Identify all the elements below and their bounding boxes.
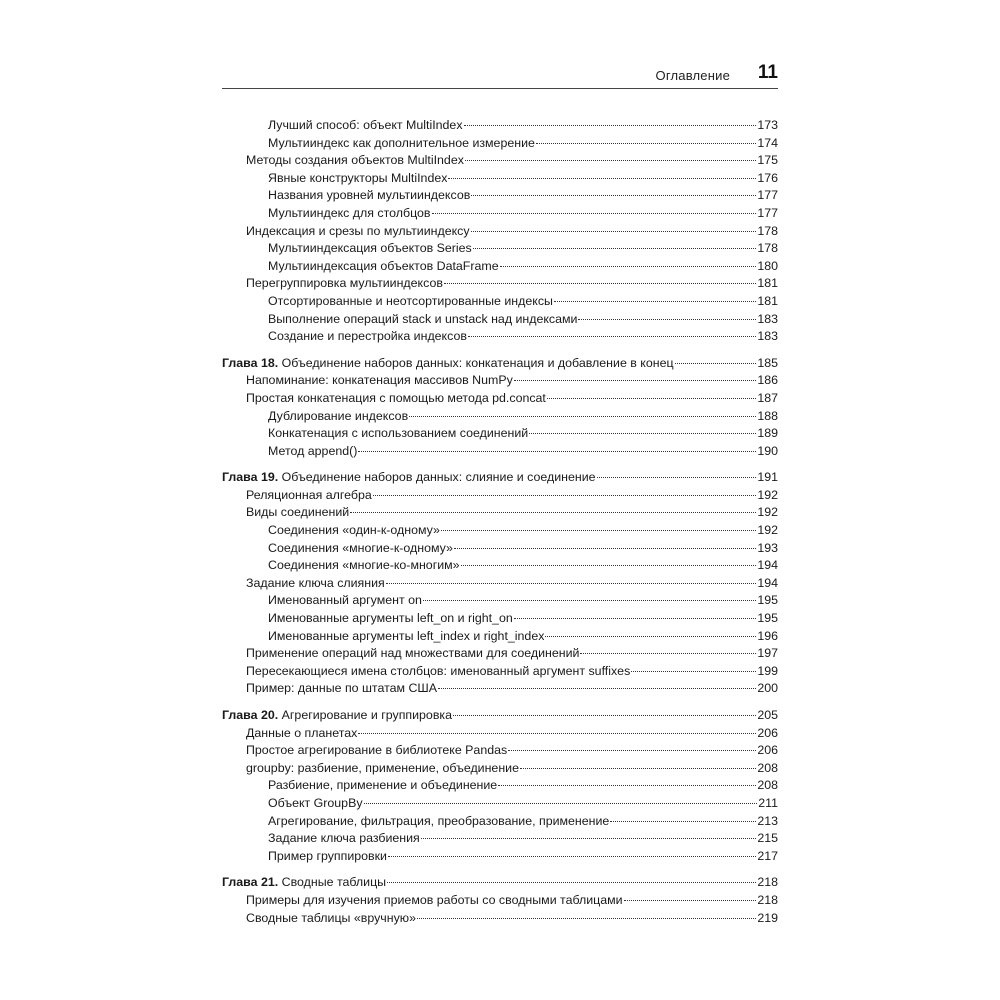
dot-leader — [464, 124, 757, 126]
toc-page-number: 218 — [757, 875, 778, 890]
toc-entry — [222, 813, 778, 831]
toc-entry-title: Пример группировки — [268, 848, 387, 863]
toc-entry-title: Метод append() — [268, 443, 358, 458]
toc-entry-title: Отсортированные и неотсортированные индексы — [268, 293, 553, 308]
toc-entry-title: Лучший способ: объект MultiIndex — [268, 118, 463, 132]
toc-entry — [222, 275, 778, 293]
toc-entry — [222, 372, 778, 390]
toc-page-number: 173 — [757, 118, 778, 132]
toc-page-number: 177 — [757, 188, 778, 203]
toc-entry-title: Именованные аргументы left_on и right_on — [268, 611, 513, 626]
toc-entry — [222, 425, 778, 443]
toc-page-number: 194 — [757, 558, 778, 573]
toc-page-number: 174 — [757, 135, 778, 150]
dot-leader — [610, 820, 756, 822]
chapter-title: Агрегирование и группировка — [281, 708, 452, 722]
toc-entry-title — [222, 874, 386, 892]
toc-entry — [222, 575, 778, 593]
dot-leader — [498, 784, 756, 786]
toc-entry-title: Простая конкатенация с помощью метода pd.concat — [246, 390, 546, 405]
toc-entry-title: Мультииндексация объектов Series — [268, 241, 472, 256]
dot-leader — [514, 379, 757, 381]
dot-leader — [545, 635, 756, 637]
toc-entry-title: Названия уровней мультииндексов — [268, 188, 471, 203]
toc-entry — [222, 795, 778, 813]
toc-page-number: 183 — [757, 329, 778, 344]
toc-page-number: 196 — [757, 628, 778, 643]
dot-leader — [454, 547, 756, 549]
toc-chapter-entry — [222, 707, 778, 725]
toc-page-number: 191 — [757, 470, 778, 485]
toc-entry-title: Простое агрегирование в библиотеке Pandas — [246, 743, 508, 758]
chapter-title: Объединение наборов данных: слияние и соединение — [281, 470, 596, 485]
dot-leader — [471, 230, 757, 232]
toc-entry — [222, 592, 778, 610]
toc-page-number: 219 — [757, 910, 778, 925]
dot-leader — [465, 159, 756, 161]
toc-page-number: 199 — [757, 663, 778, 678]
dot-leader — [441, 529, 756, 531]
toc-page-number: 215 — [757, 831, 778, 846]
toc-entry-title: Именованный аргумент on — [268, 593, 422, 608]
dot-leader — [624, 899, 757, 901]
toc-page-number: 205 — [757, 708, 778, 722]
toc-entry-title: Методы создания объектов MultiIndex — [246, 153, 464, 168]
dot-leader — [578, 318, 756, 320]
toc-entry-title: Мультииндексация объектов DataFrame — [268, 258, 499, 273]
toc-entry — [222, 390, 778, 408]
toc-entry-title: Задание ключа слияния — [246, 575, 385, 590]
toc-entry — [222, 328, 778, 346]
dot-leader — [423, 599, 756, 601]
dot-leader — [520, 767, 756, 769]
toc-entry-title: Агрегирование, фильтрация, преобразование, применение — [268, 813, 610, 828]
toc-page-number: 188 — [757, 408, 778, 423]
toc-entry — [222, 742, 778, 760]
dot-leader — [453, 714, 756, 716]
toc-entry — [222, 663, 778, 681]
toc-page-number: 183 — [757, 311, 778, 326]
toc-entry-title: Именованные аргументы left_index и right_index — [268, 628, 545, 643]
toc-entry-title: Выполнение операций stack и unstack над индексами — [268, 311, 578, 326]
dot-leader — [468, 335, 756, 337]
toc-entry-title: Реляционная алгебра — [246, 487, 372, 502]
toc-page-number: 208 — [757, 760, 778, 775]
toc-entry-title: Перегруппировка мультииндексов — [246, 276, 443, 291]
toc-page-number: 192 — [757, 523, 778, 538]
toc-page-number: 181 — [757, 293, 778, 308]
toc-entry-title: Объект GroupBy — [268, 795, 363, 810]
toc-entry-title: Напоминание: конкатенация массивов NumPy — [246, 373, 513, 388]
toc-entry-title: Пересекающиеся имена столбцов: именованный аргумент suffixes — [246, 663, 631, 678]
toc-entry-title: groupby: разбиение, применение, объединение — [246, 760, 519, 775]
toc-entry — [222, 223, 778, 241]
dot-leader — [417, 917, 756, 919]
dot-leader — [358, 732, 756, 734]
toc-entry — [222, 680, 778, 698]
toc-chapter-entry — [222, 469, 778, 487]
toc-entry — [222, 205, 778, 223]
toc-page-number: 218 — [757, 892, 778, 907]
toc-page-number: 178 — [757, 241, 778, 256]
toc-page-number: 187 — [757, 390, 778, 405]
toc-page-number: 206 — [757, 725, 778, 740]
toc-entry — [222, 522, 778, 540]
dot-leader — [388, 855, 756, 857]
toc-entry — [222, 892, 778, 910]
toc-entry-title: Данные о планетах — [246, 725, 358, 740]
toc-chapter-entry — [222, 355, 778, 373]
toc-page-number: 190 — [757, 443, 778, 458]
dot-leader — [471, 194, 756, 196]
toc-page-number: 175 — [757, 153, 778, 168]
toc-entry-title: Разбиение, применение и объединение — [268, 778, 498, 793]
page-number: 11 — [757, 62, 778, 83]
chapter-label: Глава 18. — [222, 355, 279, 370]
toc-entry-title: Задание ключа разбиения — [268, 831, 420, 846]
toc-entry — [222, 725, 778, 743]
table-of-contents — [222, 117, 778, 927]
toc-page-number: 194 — [757, 575, 778, 590]
dot-leader — [448, 177, 756, 179]
dot-leader — [508, 749, 756, 751]
dot-leader — [358, 450, 756, 452]
toc-entry — [222, 610, 778, 628]
chapter-label: Глава 20. — [222, 708, 279, 722]
dot-leader — [364, 802, 758, 804]
dot-leader — [631, 670, 756, 672]
dot-leader — [387, 881, 756, 883]
dot-leader — [536, 142, 756, 144]
dot-leader — [444, 282, 756, 284]
toc-entry — [222, 760, 778, 778]
dot-leader — [529, 432, 756, 434]
toc-entry — [222, 848, 778, 866]
toc-page-number: 186 — [757, 373, 778, 388]
toc-entry-title — [222, 707, 452, 725]
toc-entry-title: Мультииндекс для столбцов — [268, 205, 431, 220]
toc-page-number: 217 — [757, 848, 778, 863]
toc-entry — [222, 777, 778, 795]
toc-entry-title: Дублирование индексов — [268, 408, 409, 423]
toc-entry-title: Сводные таблицы «вручную» — [246, 910, 416, 925]
toc-entry-title — [222, 355, 674, 373]
chapter-title: Сводные таблицы — [281, 875, 387, 890]
toc-entry — [222, 830, 778, 848]
toc-entry — [222, 311, 778, 329]
dot-leader — [386, 582, 757, 584]
dot-leader — [473, 247, 757, 249]
toc-entry — [222, 408, 778, 426]
dot-leader — [409, 415, 756, 417]
chapter-title: Объединение наборов данных: конкатенация и добавление в конец — [281, 355, 674, 370]
toc-page-number: 178 — [757, 223, 778, 238]
toc-entry-title: Мультииндекс как дополнительное измерение — [268, 135, 535, 150]
toc-entry-title: Применение операций над множествами для соединений — [246, 646, 580, 661]
toc-page-number: 197 — [757, 646, 778, 661]
toc-entry-title: Соединения «многие-ко-многим» — [268, 558, 460, 573]
toc-entry — [222, 910, 778, 928]
dot-leader — [597, 476, 757, 478]
toc-entry — [222, 187, 778, 205]
dot-leader — [421, 837, 757, 839]
running-header — [222, 60, 778, 89]
toc-entry — [222, 504, 778, 522]
toc-entry — [222, 135, 778, 153]
toc-page-number: 192 — [757, 505, 778, 520]
toc-page-number: 195 — [757, 593, 778, 608]
toc-chapter-entry — [222, 874, 778, 892]
chapter-label: Глава 21. — [222, 875, 279, 890]
toc-page-number: 177 — [757, 205, 778, 220]
dot-leader — [675, 362, 757, 364]
toc-entry — [222, 645, 778, 663]
toc-page-number: 192 — [757, 487, 778, 502]
toc-page-number: 176 — [757, 170, 778, 185]
toc-page-number: 185 — [757, 355, 778, 370]
toc-entry — [222, 443, 778, 461]
toc-entry-title: Соединения «многие-к-одному» — [268, 540, 453, 555]
dot-leader — [514, 617, 757, 619]
dot-leader — [432, 212, 757, 214]
toc-entry — [222, 557, 778, 575]
toc-page-number: 189 — [757, 426, 778, 441]
dot-leader — [547, 397, 756, 399]
dot-leader — [500, 265, 757, 267]
toc-entry-title: Соединения «один-к-одному» — [268, 523, 440, 538]
toc-entry — [222, 117, 778, 135]
toc-page-number: 193 — [757, 540, 778, 555]
toc-entry-title: Примеры для изучения приемов работы со сводными таблицами — [246, 892, 623, 907]
toc-page-number: 181 — [757, 276, 778, 291]
running-header-title: Оглавление — [655, 68, 730, 83]
dot-leader — [373, 494, 757, 496]
toc-page-number: 180 — [757, 258, 778, 273]
toc-page-number: 200 — [757, 681, 778, 696]
toc-entry — [222, 628, 778, 646]
dot-leader — [461, 564, 757, 566]
toc-entry-title: Виды соединений — [246, 505, 350, 520]
toc-entry-title: Конкатенация с использованием соединений — [268, 426, 529, 441]
dot-leader — [554, 300, 756, 302]
dot-leader — [350, 511, 756, 513]
toc-page-number: 213 — [757, 813, 778, 828]
toc-entry-title: Создание и перестройка индексов — [268, 329, 467, 344]
toc-entry-title: Пример: данные по штатам США — [246, 681, 438, 696]
chapter-label: Глава 19. — [222, 470, 279, 485]
toc-entry — [222, 293, 778, 311]
toc-entry-title: Явные конструкторы MultiIndex — [268, 170, 448, 185]
toc-entry — [222, 540, 778, 558]
dot-leader — [580, 652, 756, 654]
toc-entry — [222, 240, 778, 258]
toc-entry — [222, 170, 778, 188]
toc-page-number: 195 — [757, 611, 778, 626]
toc-entry-title: Индексация и срезы по мультииндексу — [246, 223, 470, 238]
toc-entry — [222, 152, 778, 170]
toc-entry — [222, 258, 778, 276]
dot-leader — [438, 687, 756, 689]
toc-page-number: 208 — [757, 778, 778, 793]
toc-page-number: 211 — [758, 795, 778, 810]
toc-entry — [222, 487, 778, 505]
toc-page-number: 206 — [757, 743, 778, 758]
toc-entry-title — [222, 469, 596, 487]
